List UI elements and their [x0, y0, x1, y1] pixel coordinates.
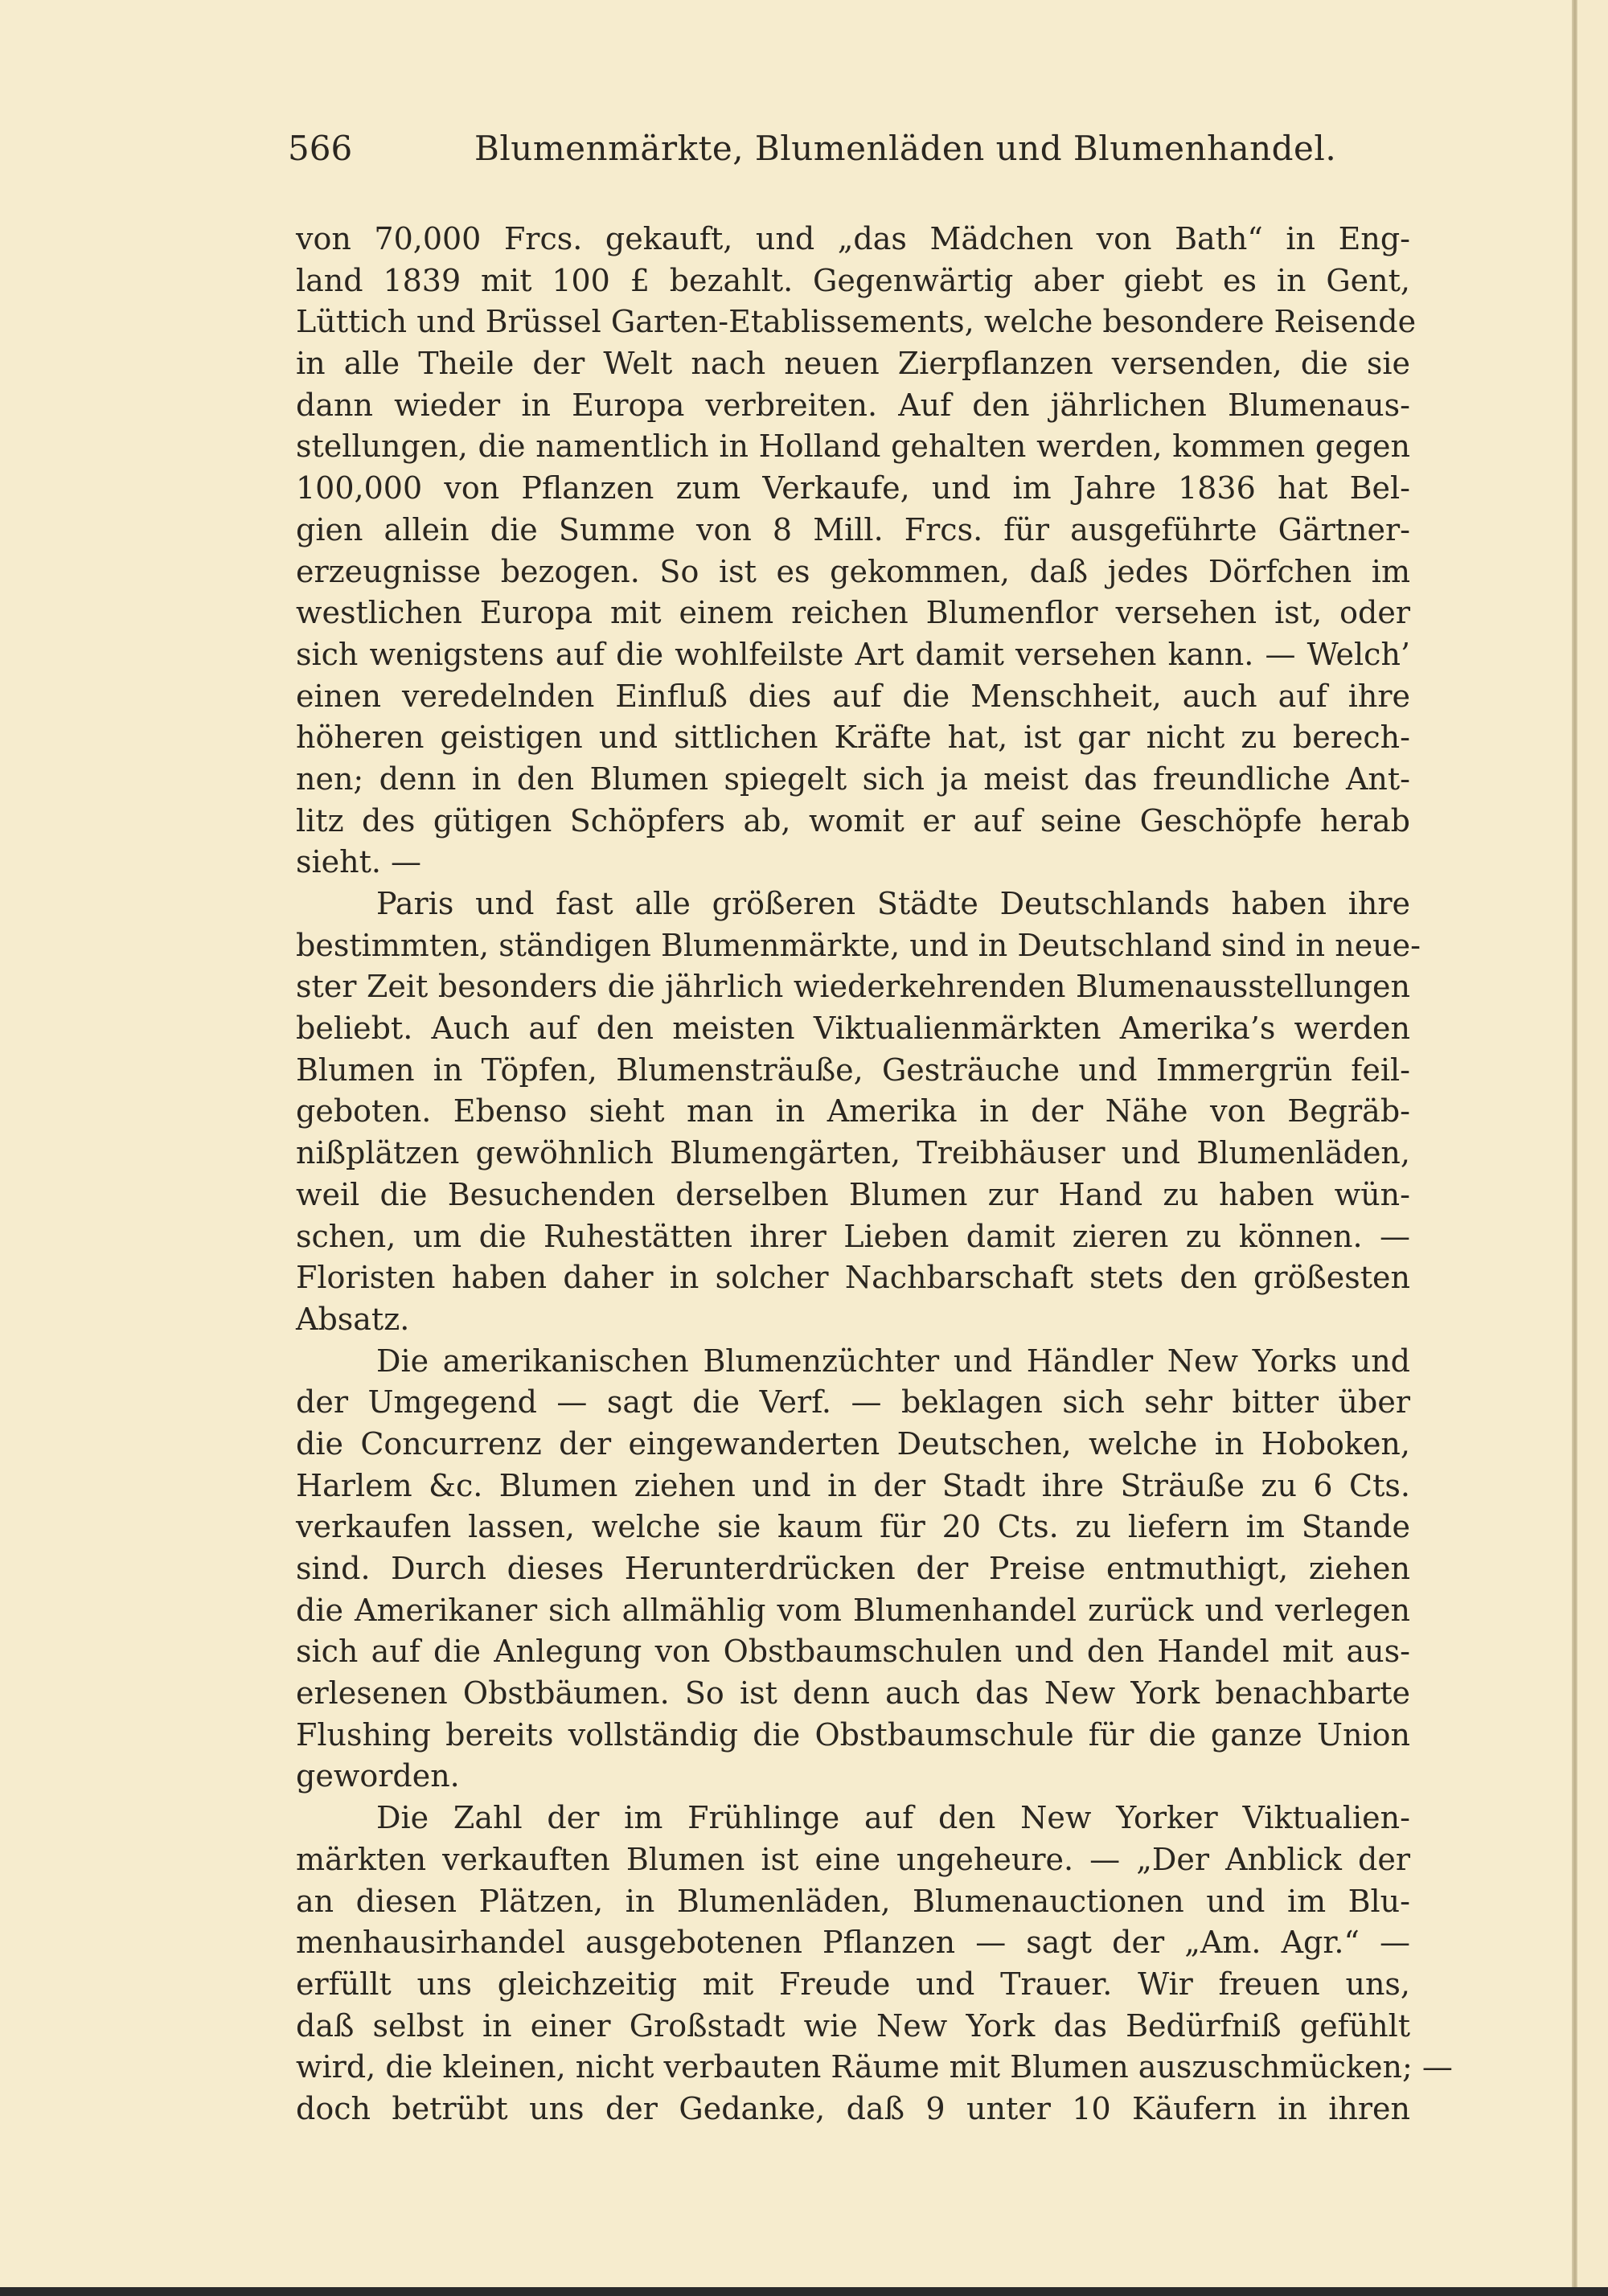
text-line: Absatz.	[296, 1301, 410, 1337]
text-line: höheren geistigen und sittlichen Kräfte hat, ist gar nicht zu berech-	[296, 720, 1410, 756]
page-number: 566	[288, 129, 353, 168]
text-line: nen; denn in den Blumen spiegelt sich ja meist das freundliche Ant-	[296, 761, 1410, 797]
text-line: Lüttich und Brüssel Garten-Etablissements, welche besondere Reisende	[296, 304, 1417, 340]
text-line: gien allein die Summe von 8 Mill. Frcs. für ausgeführte Gärtner-	[296, 511, 1410, 547]
text-line: verkaufen lassen, welche sie kaum für 20 Cts. zu liefern im Stande	[296, 1509, 1410, 1545]
text-line: nißplätzen gewöhnlich Blumengärten, Treibhäuser und Blumenläden,	[296, 1135, 1410, 1171]
text-line: sind. Durch dieses Herunterdrücken der Preise entmuthigt, ziehen	[296, 1551, 1410, 1586]
text-line: weil die Besuchenden derselben Blumen zur Hand zu haben wün-	[296, 1176, 1410, 1212]
text-line: Harlem &c. Blumen ziehen und in der Stadt ihre Sträuße zu 6 Cts.	[296, 1467, 1410, 1503]
text-line: beliebt. Auch auf den meisten Viktualienmärkten Amerika’s werden	[296, 1011, 1410, 1047]
text-line: einen veredelnden Einfluß dies auf die Menschheit, auch auf ihre	[296, 678, 1410, 714]
adjacent-page-edge	[1577, 0, 1608, 2287]
text-line: die Concurrenz der eingewanderten Deutschen, welche in Hoboken,	[296, 1425, 1410, 1462]
text-line: sich auf die Anlegung von Obstbaumschulen und den Handel mit aus-	[296, 1634, 1410, 1670]
text-line: der Umgegend — sagt die Verf. — beklagen sich sehr bitter über	[296, 1384, 1410, 1421]
text-line: geboten. Ebenso sieht man in Amerika in der Nähe von Begräb-	[296, 1093, 1410, 1130]
scan-bottom-edge	[0, 2287, 1608, 2296]
page-header	[288, 129, 1413, 177]
text-line: geworden.	[296, 1758, 460, 1794]
text-line: 100,000 von Pflanzen zum Verkaufe, und im Jahre 1836 hat Bel-	[296, 470, 1410, 506]
text-line: Floristen haben daher in solcher Nachbarschaft stets den größesten	[296, 1260, 1410, 1296]
text-line: bestimmten, ständigen Blumenmärkte, und in Deutschland sind in neue-	[296, 927, 1421, 963]
text-line: Die amerikanischen Blumenzüchter und Händler New Yorks und	[376, 1343, 1410, 1379]
text-line: Paris und fast alle größeren Städte Deutschlands haben ihre	[376, 886, 1410, 921]
text-line: schen, um die Ruhestätten ihrer Lieben damit zieren zu können. —	[296, 1218, 1410, 1254]
text-line: sieht. —	[296, 844, 422, 880]
text-line: doch betrübt uns der Gedanke, daß 9 unter 10 Käufern in ihren	[296, 2090, 1410, 2126]
text-line: erfüllt uns gleichzeitig mit Freude und Trauer. Wir freuen uns,	[296, 1966, 1410, 2002]
text-line: stellungen, die namentlich in Holland gehalten werden, kommen gegen	[296, 428, 1410, 465]
text-line: daß selbst in einer Großstadt wie New York das Bedürfniß gefühlt	[296, 2007, 1410, 2044]
text-line: ster Zeit besonders die jährlich wiederkehrenden Blumenausstellungen	[296, 969, 1410, 1005]
running-title: Blumenmärkte, Blumenläden und Blumenhandel.	[474, 129, 1337, 168]
text-line: wird, die kleinen, nicht verbauten Räume mit Blumen auszuschmücken; —	[296, 2049, 1453, 2085]
text-line: land 1839 mit 100 £ bezahlt. Gegenwärtig aber giebt es in Gent,	[296, 262, 1410, 298]
text-line: an diesen Plätzen, in Blumenläden, Blumenauctionen und im Blu-	[296, 1883, 1410, 1919]
text-line: die Amerikaner sich allmählig vom Blumenhandel zurück und verlegen	[296, 1592, 1410, 1628]
text-line: von 70,000 Frcs. gekauft, und „das Mädchen von Bath“ in Eng-	[296, 221, 1410, 256]
text-line: Blumen in Töpfen, Blumensträuße, Gesträuche und Immergrün feil-	[296, 1052, 1410, 1088]
text-line: Flushing bereits vollständig die Obstbaumschule für die ganze Union	[296, 1716, 1410, 1753]
text-line: menhausirhandel ausgebotenen Pflanzen — sagt der „Am. Agr.“ —	[296, 1925, 1410, 1961]
text-line: litz des gütigen Schöpfers ab, womit er auf seine Geschöpfe herab	[296, 802, 1410, 838]
body-text	[296, 219, 1453, 2130]
text-line: in alle Theile der Welt nach neuen Zierpflanzen versenden, die sie	[296, 346, 1410, 382]
text-line: westlichen Europa mit einem reichen Blumenflor versehen ist, oder	[296, 595, 1410, 631]
text-line: erlesenen Obstbäumen. So ist denn auch das New York benachbarte	[296, 1675, 1410, 1712]
text-line: erzeugnisse bezogen. So ist es gekommen, daß jedes Dörfchen im	[296, 553, 1410, 589]
text-line: sich wenigstens auf die wohlfeilste Art damit versehen kann. — Welch’	[296, 636, 1410, 672]
text-line: Die Zahl der im Frühlinge auf den New Yorker Viktualien-	[376, 1800, 1410, 1836]
text-line: dann wieder in Europa verbreiten. Auf den jährlichen Blumenaus-	[296, 387, 1410, 423]
text-line: märkten verkauften Blumen ist eine ungeheure. — „Der Anblick der	[296, 1841, 1410, 1877]
